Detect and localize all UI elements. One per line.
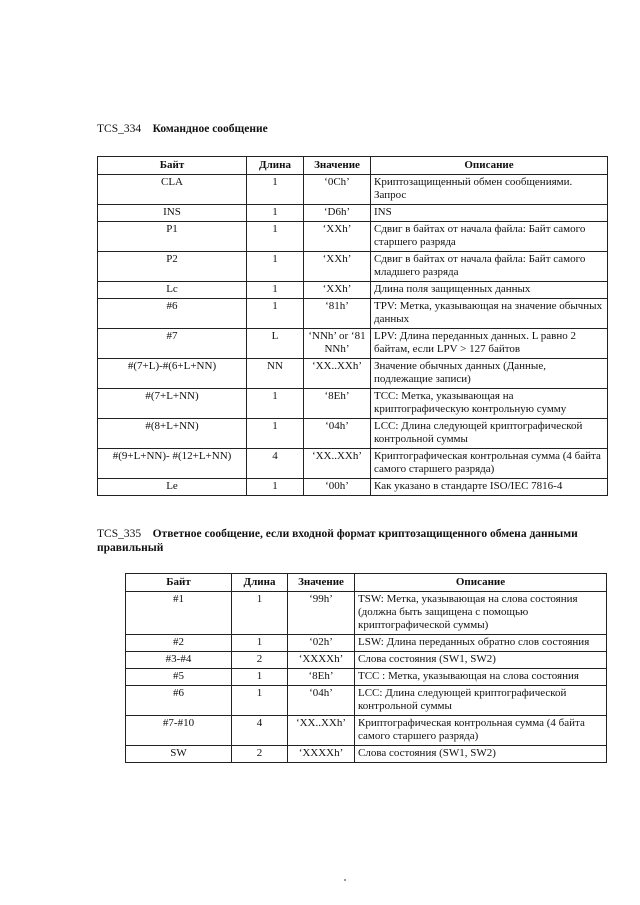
table-header-row [98,157,608,175]
section-335-heading [97,527,597,555]
cell-value: ‘XXXXh’ [288,746,355,763]
cell-value: ‘00h’ [304,479,371,496]
cell-description: Сдвиг в байтах от начала файла: Байт самого младшего разряда [371,252,608,282]
section-code: TCS_335 [97,528,142,540]
cell-byte: Lc [98,282,247,299]
cell-description: Длина поля защищенных данных [371,282,608,299]
cell-description: Сдвиг в байтах от начала файла: Байт самого старшего разряда [371,222,608,252]
cell-value: ‘99h’ [288,592,355,635]
cell-byte: #7 [98,329,247,359]
cell-byte: #(8+L+NN) [98,419,247,449]
table-row [98,359,608,389]
cell-byte: INS [98,205,247,222]
table-row [98,252,608,282]
header-value: Значение [304,157,371,175]
table-row [126,746,607,763]
table-row [126,716,607,746]
cell-value: ‘NNh’ or ‘81 NNh’ [304,329,371,359]
cell-byte: SW [126,746,232,763]
cell-length: 1 [247,479,304,496]
cell-length: 1 [232,669,288,686]
cell-byte: P2 [98,252,247,282]
cell-value: ‘D6h’ [304,205,371,222]
cell-description: Слова состояния (SW1, SW2) [355,746,607,763]
cell-description: INS [371,205,608,222]
cell-byte: #5 [126,669,232,686]
cell-byte: #7-#10 [126,716,232,746]
section-334-heading [97,122,268,136]
table-row [126,652,607,669]
cell-description: Как указано в стандарте ISO/IEC 7816-4 [371,479,608,496]
header-length: Длина [232,574,288,592]
cell-value: ‘04h’ [288,686,355,716]
cell-length: 1 [247,252,304,282]
cell-length: 1 [247,419,304,449]
table-row [126,635,607,652]
header-description: Описание [355,574,607,592]
table-row [98,479,608,496]
cell-description: LSW: Длина переданных обратно слов состояния [355,635,607,652]
cell-length: 1 [232,635,288,652]
table-row [126,592,607,635]
header-value: Значение [288,574,355,592]
table-row [98,205,608,222]
section-code: TCS_334 [97,123,142,135]
cell-description: Криптографическая контрольная сумма (4 байта самого старшего разряда) [355,716,607,746]
cell-byte: #6 [98,299,247,329]
table-row [98,282,608,299]
cell-length: 1 [247,205,304,222]
table-row [126,686,607,716]
cell-byte: Le [98,479,247,496]
cell-length: 2 [232,746,288,763]
cell-value: ‘XX..XXh’ [304,359,371,389]
cell-length: 4 [247,449,304,479]
cell-value: ‘XXh’ [304,252,371,282]
cell-value: ‘XXXXh’ [288,652,355,669]
cell-length: 4 [232,716,288,746]
section-title: Ответное сообщение, если входной формат криптозащищенного обмена данными правильный [97,528,578,554]
cell-length: NN [247,359,304,389]
cell-length: 1 [247,175,304,205]
cell-byte: #2 [126,635,232,652]
cell-description: Криптографическая контрольная сумма (4 байта самого старшего разряда) [371,449,608,479]
cell-length: 1 [247,389,304,419]
cell-length: 1 [247,282,304,299]
cell-value: ‘XXh’ [304,282,371,299]
cell-description: Слова состояния (SW1, SW2) [355,652,607,669]
table-row [98,175,608,205]
cell-byte: #(7+L)-#(6+L+NN) [98,359,247,389]
table-row [98,419,608,449]
cell-length: 2 [232,652,288,669]
table-row [126,669,607,686]
cell-length: 1 [232,686,288,716]
table-header-row [126,574,607,592]
response-message-table [125,573,607,763]
table-row [98,299,608,329]
cell-value: ‘XXh’ [304,222,371,252]
cell-value: ‘8Eh’ [288,669,355,686]
cell-description: TSW: Метка, указывающая на слова состояния (должна быть защищена с помощью криптографической суммы) [355,592,607,635]
cell-byte: #(9+L+NN)- #(12+L+NN) [98,449,247,479]
cell-length: 1 [247,222,304,252]
cell-value: ‘02h’ [288,635,355,652]
cell-value: ‘0Ch’ [304,175,371,205]
cell-description: Криптозащищенный обмен сообщениями. Запрос [371,175,608,205]
cell-description: LCC: Длина следующей криптографической контрольной суммы [371,419,608,449]
cell-value: ‘04h’ [304,419,371,449]
table-row [98,449,608,479]
cell-value: ‘81h’ [304,299,371,329]
cell-description: LPV: Длина переданных данных. L равно 2 байтам, если LPV > 127 байтов [371,329,608,359]
header-length: Длина [247,157,304,175]
cell-length: 1 [247,299,304,329]
cell-value: ‘8Eh’ [304,389,371,419]
cell-value: ‘XX..XXh’ [304,449,371,479]
header-description: Описание [371,157,608,175]
header-byte: Байт [98,157,247,175]
header-byte: Байт [126,574,232,592]
page-speck [344,879,346,881]
cell-value: ‘XX..XXh’ [288,716,355,746]
cell-length: L [247,329,304,359]
table-row [98,389,608,419]
cell-description: TCC : Метка, указывающая на слова состояния [355,669,607,686]
cell-byte: #3-#4 [126,652,232,669]
cell-byte: CLA [98,175,247,205]
cell-description: TCC: Метка, указывающая на криптографическую контрольную сумму [371,389,608,419]
table-row [98,329,608,359]
cell-description: Значение обычных данных (Данные, подлежащие записи) [371,359,608,389]
section-title: Командное сообщение [152,123,268,135]
cell-description: LCC: Длина следующей криптографической контрольной суммы [355,686,607,716]
table-row [98,222,608,252]
cell-byte: #6 [126,686,232,716]
cell-byte: #1 [126,592,232,635]
cell-byte: P1 [98,222,247,252]
command-message-table [97,156,608,496]
cell-byte: #(7+L+NN) [98,389,247,419]
cell-description: TPV: Метка, указывающая на значение обычных данных [371,299,608,329]
cell-length: 1 [232,592,288,635]
